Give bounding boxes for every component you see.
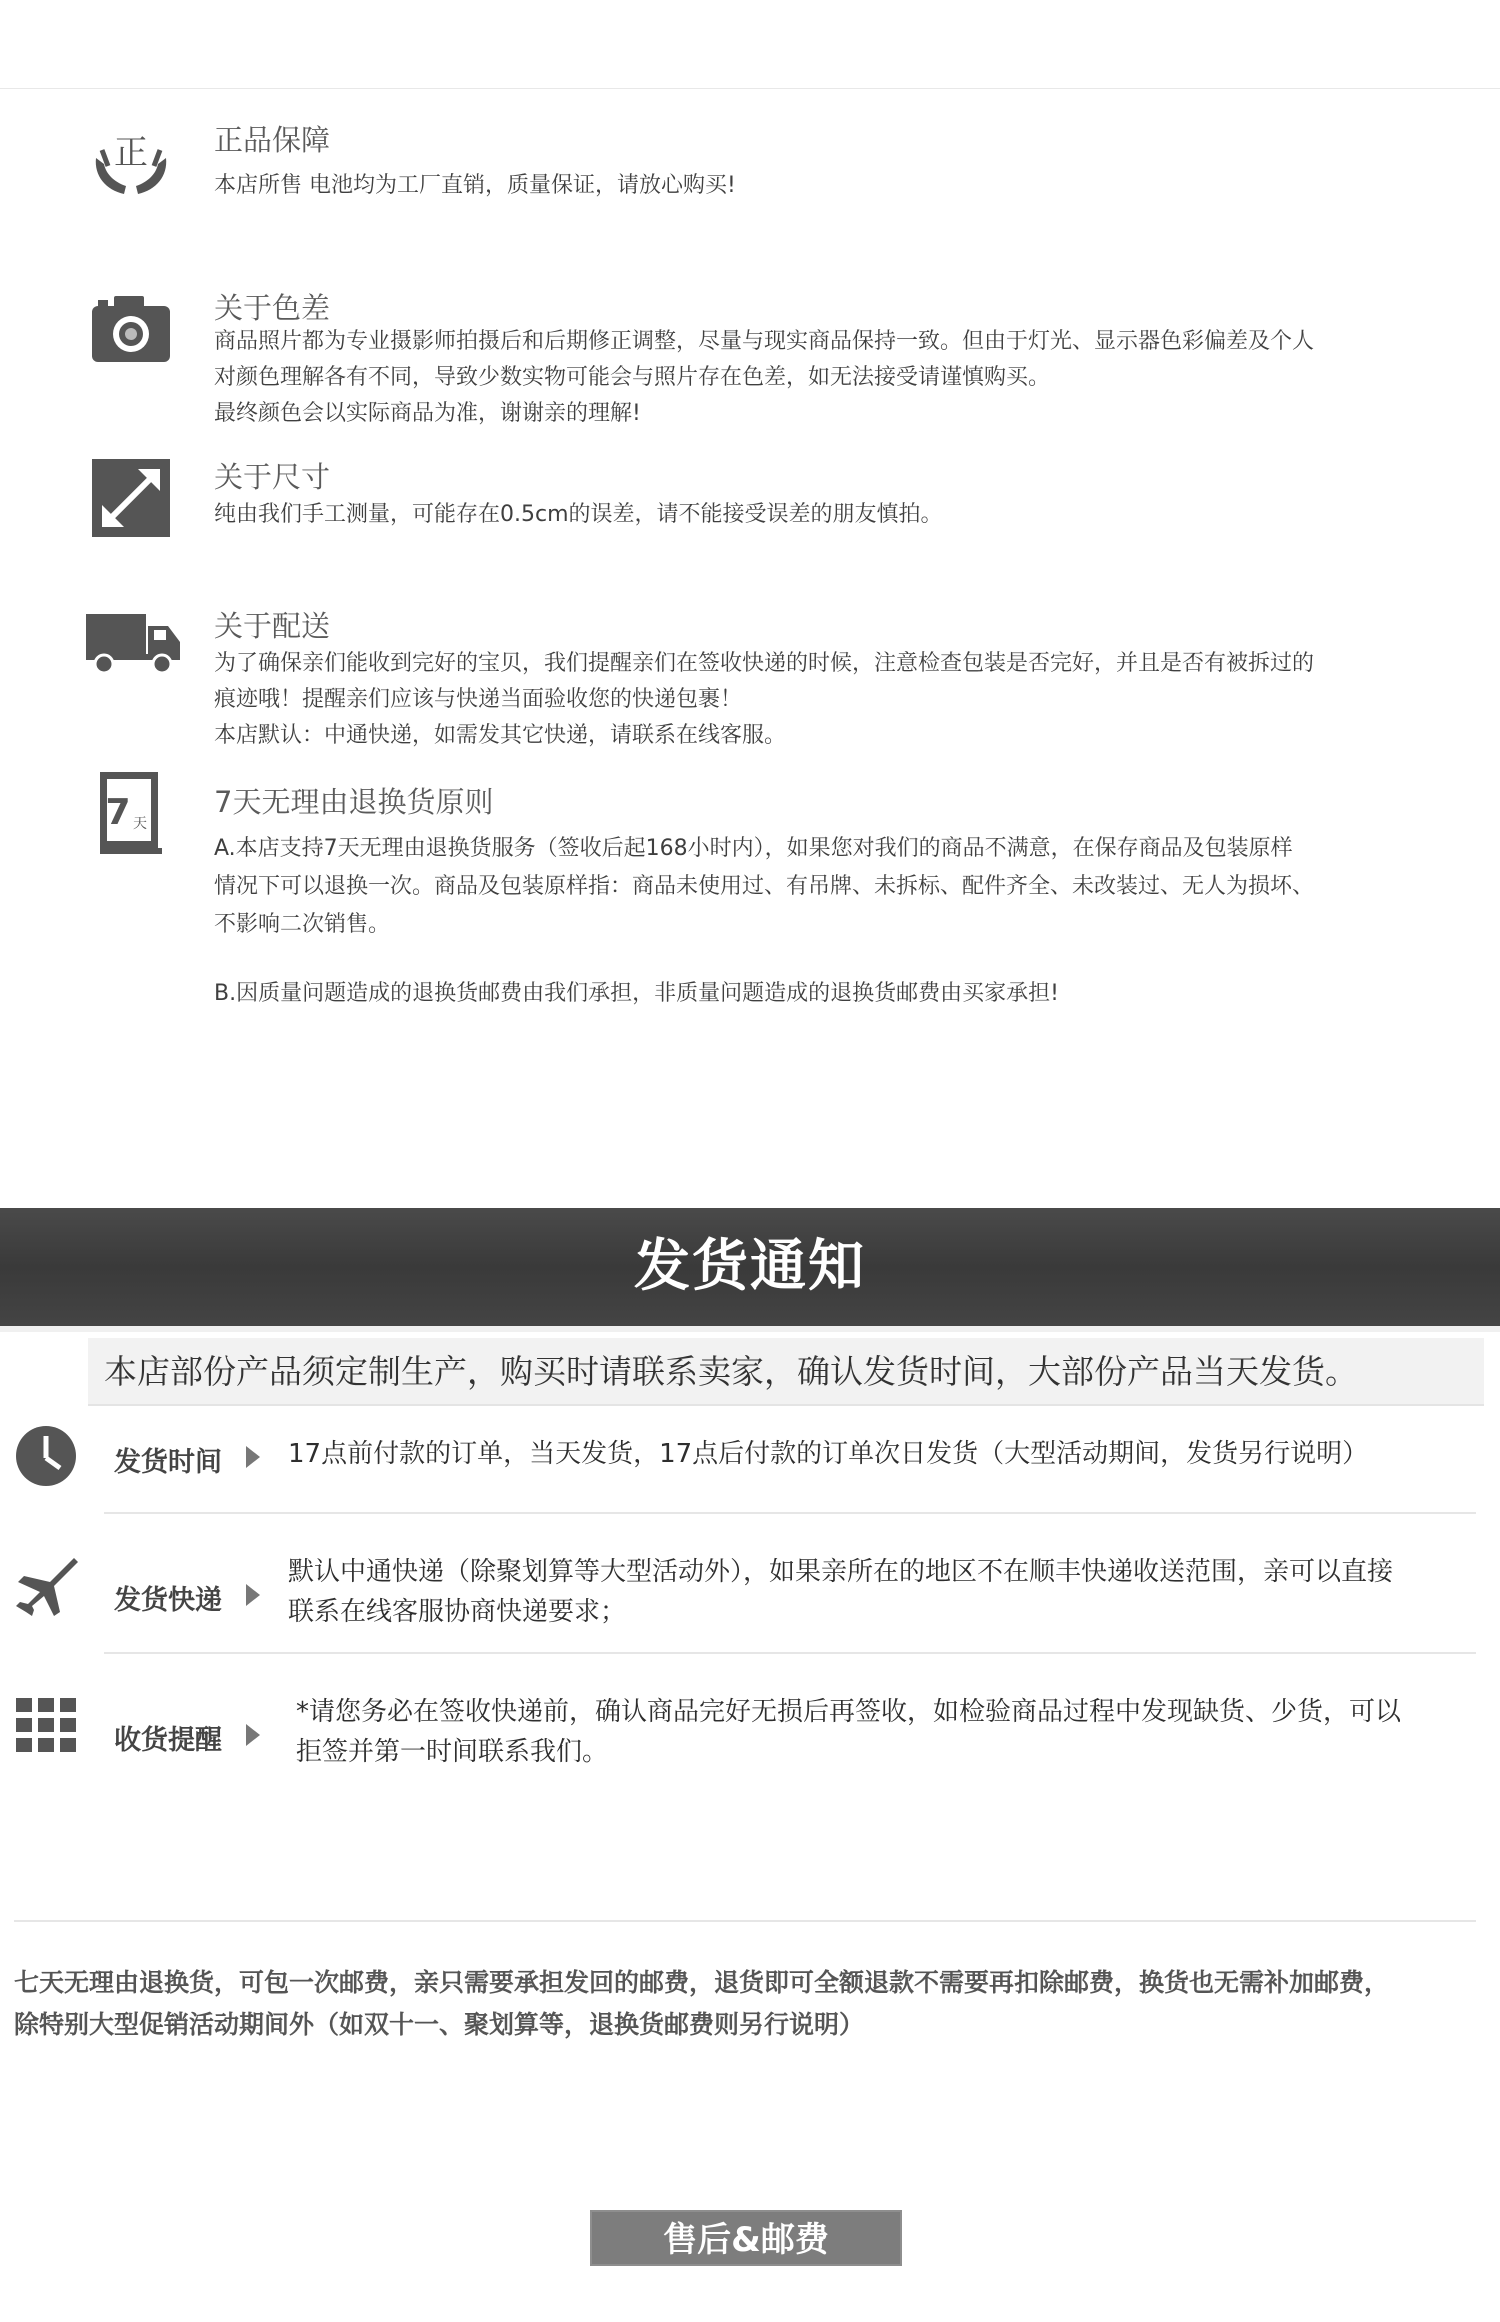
shipping-row-text: [288, 1552, 1393, 1632]
row-divider: [104, 1652, 1476, 1654]
guarantee-body: [214, 646, 1464, 754]
clock-icon: [14, 1424, 78, 1488]
shipping-row-label: 发货时间: [114, 1447, 222, 1478]
genuine-hands-icon: [88, 120, 174, 206]
shipping-row-line: 17点前付款的订单，当天发货，17点后付款的订单次日发货（大型活动期间，发货另行说明）: [288, 1439, 1369, 1469]
guarantee-line: 痕迹哦！提醒亲们应该与快递当面验收您的快递包裹！: [214, 687, 743, 712]
banner-gap: [0, 1326, 1500, 1332]
guarantee-line: 为了确保亲们能收到完好的宝贝，我们提醒亲们在签收快递的时候，注意检查包装是否完好，并且是否有被拆过的: [214, 651, 1315, 676]
guarantee-body: [214, 168, 1464, 204]
guarantee-extra: [214, 976, 1464, 1012]
guarantee-line: A.本店支持7天无理由退换货服务（签收后起168小时内），如果您对我们的商品不满意，在保存商品及包装原样: [214, 836, 1293, 861]
guarantee-line: 对颜色理解各有不同，导致少数实物可能会与照片存在色差，如无法接受请谨慎购买。: [214, 365, 1051, 390]
guarantee-line: 最终颜色会以实际商品为准，谢谢亲的理解!: [214, 401, 641, 426]
return-postage-notice: [14, 1962, 1494, 2046]
shipping-row-line: 联系在线客服协商快递要求；: [288, 1597, 627, 1627]
shipping-title: 发货通知: [634, 1234, 866, 1299]
row-divider: [104, 1512, 1476, 1514]
section-divider: [14, 1920, 1476, 1922]
chevron-right-icon: [246, 1724, 260, 1746]
chevron-right-icon: [246, 1446, 260, 1468]
guarantee-title: 关于尺寸: [214, 460, 331, 494]
chevron-right-icon: [246, 1584, 260, 1606]
shipping-row-line: 默认中通快递（除聚划算等大型活动外），如果亲所在的地区不在顺丰快递收送范围，亲可以直接: [288, 1557, 1394, 1587]
airplane-icon: [14, 1554, 78, 1618]
guarantee-body: [214, 830, 1464, 944]
guarantee-title: 正品保障: [214, 123, 331, 157]
seven-day-icon: [96, 770, 164, 856]
shipping-intro: [88, 1338, 1484, 1406]
guarantee-title: 关于色差: [214, 291, 331, 325]
guarantee-line: 纯由我们手工测量，可能存在0.5cm的误差，请不能接受误差的朋友慎拍。: [214, 502, 943, 527]
guarantee-line: 本店默认：中通快递，如需发其它快递，请联系在线客服。: [214, 723, 787, 748]
camera-icon: [88, 286, 174, 372]
notice-line: 七天无理由退换货，可包一次邮费，亲只需要承担发回的邮费，退货即可全额退款不需要再扣除邮费，换货也无需补加邮费，: [14, 1968, 1390, 1997]
guarantee-line: 情况下可以退换一次。商品及包装原样指：商品未使用过、有吊牌、未拆标、配件齐全、未改装过、无人为损坏、: [214, 874, 1315, 899]
grid-icon: [14, 1694, 78, 1758]
resize-arrow-icon: [88, 455, 174, 541]
shipping-banner: [0, 1208, 1500, 1326]
guarantee-body: [214, 497, 1464, 533]
guarantee-title: 关于配送: [214, 609, 331, 643]
guarantee-line: 本店所售 电池均为工厂直销，质量保证，请放心购买!: [214, 173, 736, 198]
guarantee-line: 不影响二次销售。: [214, 912, 391, 937]
shipping-row-label: 发货快递: [114, 1585, 222, 1616]
shipping-row-line: *请您务必在签收快递前，确认商品完好无损后再签收，如检验商品过程中发现缺货、少货，可以: [296, 1697, 1402, 1727]
truck-icon: [84, 600, 184, 686]
shipping-row-text: [296, 1692, 1401, 1772]
seven-day-unit: 天: [133, 816, 147, 832]
guarantee-body: [214, 324, 1464, 432]
guarantee-line: B.因质量问题造成的退换货邮费由我们承担，非质量问题造成的退换货邮费由买家承担!: [214, 981, 1059, 1006]
seven-day-number: 7: [105, 792, 131, 833]
notice-line: 除特别大型促销活动期间外（如双十一、聚划算等，退换货邮费则另行说明）: [14, 2010, 865, 2039]
svg-text:正: 正: [114, 133, 148, 173]
guarantee-title: 7天无理由退换货原则: [214, 785, 494, 819]
after-sales-postage-button[interactable]: 售后&邮费: [590, 2210, 902, 2266]
shipping-row-label: 收货提醒: [114, 1725, 222, 1756]
shipping-row-text: [288, 1434, 1368, 1474]
shipping-intro-text: 本店部份产品须定制生产，购买时请联系卖家，确认发货时间，大部份产品当天发货。: [104, 1352, 1358, 1391]
top-divider: [0, 88, 1500, 89]
guarantee-line: 商品照片都为专业摄影师拍摄后和后期修正调整，尽量与现实商品保持一致。但由于灯光、显示器色彩偏差及个人: [214, 329, 1315, 354]
shipping-row-line: 拒签并第一时间联系我们。: [296, 1737, 609, 1767]
